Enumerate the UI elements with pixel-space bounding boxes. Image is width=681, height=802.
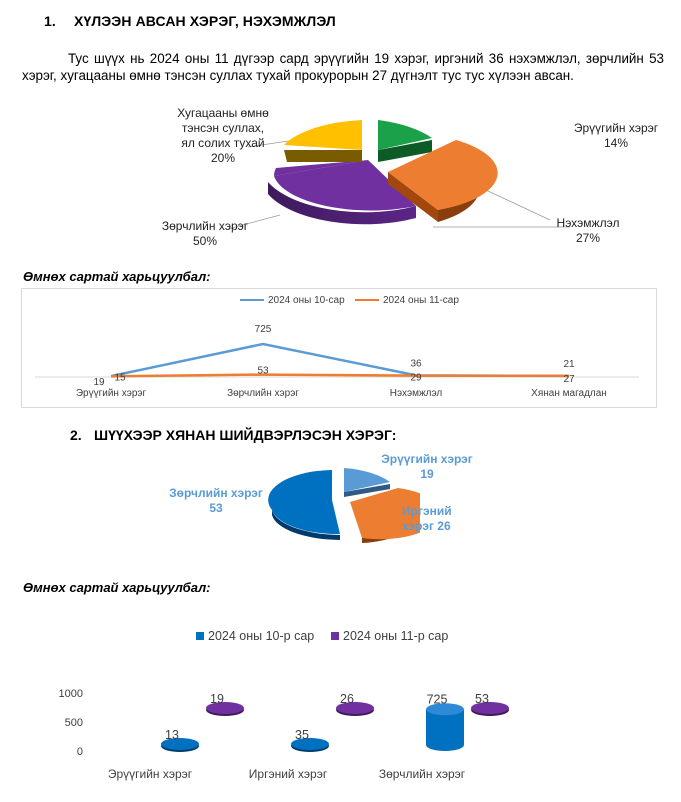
section2-heading bbox=[70, 427, 396, 443]
bar-legend-oct: 2024 оны 10-р сар bbox=[196, 629, 314, 643]
line-chart-comparison bbox=[21, 288, 657, 408]
bar-legend-nov: 2024 оны 11-р сар bbox=[331, 629, 448, 643]
section1-title: ХҮЛЭЭН АВСАН ХЭРЭГ, НЭХЭМЖЛЭЛ bbox=[74, 13, 336, 29]
pie1-label-green: Эрүүгийн хэрэг 14% bbox=[573, 121, 659, 150]
line-label-oct-1: 725 bbox=[254, 324, 272, 335]
line-legend-oct: 2024 оны 10-сар bbox=[240, 295, 345, 306]
line-series-oct bbox=[111, 344, 569, 376]
bar-label-nov-0: 19 bbox=[210, 692, 224, 706]
compare1-title: Өмнөх сартай харьцуулбал: bbox=[23, 269, 211, 284]
compare2-title: Өмнөх сартай харьцуулбал: bbox=[23, 580, 211, 595]
section1-heading bbox=[44, 13, 336, 29]
section2-number: 2. bbox=[70, 427, 82, 443]
bar-chart-comparison bbox=[40, 665, 640, 790]
pie1-label-yellow: Хугацааны өмнө тэнсэн суллах, ял солих тухай 20% bbox=[177, 106, 269, 165]
section2-title: ШҮҮХЭЭР ХЯНАН ШИЙДВЭРЛЭСЭН ХЭРЭГ: bbox=[94, 427, 397, 443]
bar-ytick-1: 500 bbox=[64, 717, 83, 729]
line-label-oct-3: 21 bbox=[563, 359, 575, 371]
line-category-2: Нэхэмжлэл bbox=[389, 388, 443, 399]
bar-label-oct-1: 35 bbox=[295, 728, 309, 742]
line-category-3: Хянан магадлан bbox=[531, 388, 607, 399]
bar-oct-2 bbox=[426, 703, 464, 751]
line-label-nov-2: 29 bbox=[410, 372, 422, 384]
bar-label-oct-2: 725 bbox=[426, 692, 448, 707]
bar-label-nov-1: 26 bbox=[340, 692, 354, 706]
pie2-label-blue: Эрүүгийн хэрэг 19 bbox=[381, 452, 473, 481]
bar-category-1: Иргэний хэрэг bbox=[248, 767, 328, 781]
line-label-nov-1: 53 bbox=[257, 365, 269, 377]
line-label-nov-3: 27 bbox=[563, 373, 575, 385]
bar-ytick-2: 0 bbox=[76, 746, 83, 758]
section1-number: 1. bbox=[44, 13, 56, 29]
bar-category-2: Зөрчлийн хэрэг bbox=[378, 767, 466, 781]
pie1-slice-yellow-side bbox=[284, 150, 362, 162]
pie2-label-dark: Зөрчлийн хэрэг 53 bbox=[169, 486, 263, 515]
pie1-slice-yellow bbox=[284, 120, 362, 150]
bar-label-nov-2: 53 bbox=[475, 692, 489, 706]
line-legend-nov: 2024 оны 11-сар bbox=[355, 295, 459, 306]
line-category-0: Эрүүгийн хэрэг bbox=[75, 388, 147, 399]
line-category-1: Зөрчлийн хэрэг bbox=[227, 388, 299, 399]
bar-category-0: Эрүүгийн хэрэг bbox=[107, 767, 193, 781]
line-series-nov bbox=[111, 375, 569, 377]
line-label-nov-0: 15 bbox=[114, 372, 126, 384]
line-label-oct-2: 36 bbox=[410, 358, 422, 370]
pie1-label-orange: Нэхэмжлэл 27% bbox=[556, 216, 620, 245]
pie1-label-purple: Зөрчлийн хэрэг 50% bbox=[161, 219, 249, 248]
bar-ytick-0: 1000 bbox=[58, 688, 83, 700]
pie2-label-orange: Иргэний хэрэг 26 bbox=[402, 504, 452, 533]
section1-paragraph: Тус шүүх нь 2024 оны 11 дүгээр сард эрүүгийн 19 хэрэг, иргэний 36 нэхэмжлэл, зөрчлийн 53 хэрэг, хугацааны өмнө тэнсэн суллах тухай прокурорын 27 дүгнэлт тус тус хүлээн авсан. bbox=[22, 51, 664, 83]
bar-label-oct-0: 13 bbox=[165, 728, 179, 742]
line-label-oct-0: 19 bbox=[93, 377, 105, 389]
